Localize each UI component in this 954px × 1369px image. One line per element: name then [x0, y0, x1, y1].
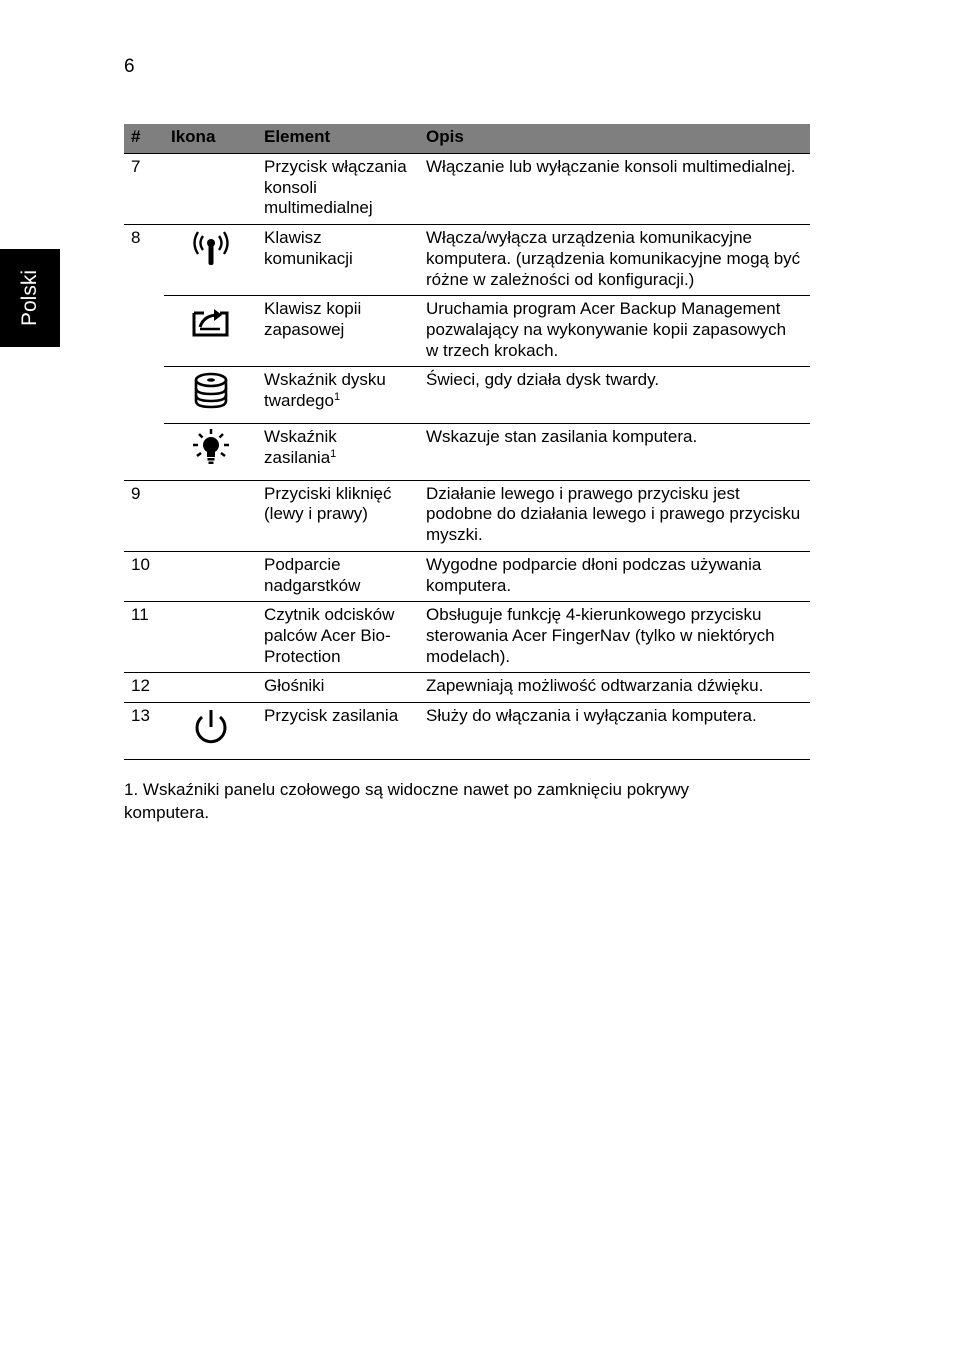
row-element: Przycisk zasilania	[257, 703, 419, 760]
table-row	[124, 154, 810, 225]
row-icon-cell	[164, 424, 257, 481]
row-icon-cell	[164, 154, 257, 225]
row-element: Przyciski kliknięć (lewy i prawy)	[257, 480, 419, 551]
row-icon-cell	[164, 703, 257, 760]
backup-icon	[190, 299, 232, 341]
footnote-marker: 1	[333, 391, 341, 404]
header-icon: Ikona	[164, 124, 257, 154]
row-number: 7	[124, 154, 164, 225]
row-element-text: Wskaźnik zasilania	[264, 427, 337, 467]
table-row	[124, 225, 810, 296]
table-row	[124, 551, 810, 601]
page-number: 6	[124, 56, 135, 77]
component-table	[124, 124, 810, 760]
row-number: 8	[124, 225, 164, 481]
table-header-row	[124, 124, 810, 154]
footnote-marker: 1	[330, 447, 337, 460]
row-icon-cell	[164, 480, 257, 551]
row-description: Włącza/wyłącza urządzenia komunikacyjne komputera. (urządzenia komunikacyjne mogą być różne w zależności od konfiguracji.)	[419, 225, 810, 296]
table-row	[124, 480, 810, 551]
row-element: Klawisz kopii zapasowej	[257, 296, 419, 367]
table-row	[124, 703, 810, 760]
table-row	[124, 673, 810, 703]
row-number: 11	[124, 602, 164, 673]
row-element: Klawisz komunikacji	[257, 225, 419, 296]
power-indicator-icon	[190, 427, 232, 469]
table-row	[124, 367, 810, 424]
row-number: 12	[124, 673, 164, 703]
row-description: Wskazuje stan zasilania komputera.	[419, 424, 810, 481]
row-icon-cell	[164, 602, 257, 673]
power-button-icon	[190, 706, 232, 748]
row-element-text: Wskaźnik dysku twardego	[264, 370, 386, 411]
row-description: Wygodne podparcie dłoni podczas używania komputera.	[419, 551, 810, 601]
row-element: Przycisk włączania konsoli multimedialnej	[257, 154, 419, 225]
row-icon-cell	[164, 296, 257, 367]
row-number: 10	[124, 551, 164, 601]
table-row	[124, 296, 810, 367]
table-row	[124, 602, 810, 673]
header-description: Opis	[419, 124, 810, 154]
language-tab-label: Polski	[18, 269, 41, 327]
row-description: Świeci, gdy działa dysk twardy.	[419, 367, 810, 424]
row-description: Zapewniają możliwość odtwarzania dźwięku.	[419, 673, 810, 703]
language-tab	[0, 249, 60, 347]
row-element	[257, 367, 419, 424]
row-description: Służy do włączania i wyłączania komputera.	[419, 703, 810, 760]
hdd-icon	[190, 370, 232, 412]
row-icon-cell	[164, 225, 257, 296]
row-description: Działanie lewego i prawego przycisku jest podobne do działania lewego i prawego przycisku myszki.	[419, 480, 810, 551]
wireless-icon	[190, 228, 232, 270]
row-element	[257, 424, 419, 481]
row-element: Czytnik odcisków palców Acer Bio-Protection	[257, 602, 419, 673]
row-description: Uruchamia program Acer Backup Management pozwalający na wykonywanie kopii zapasowych w trzech krokach.	[419, 296, 810, 367]
row-icon-cell	[164, 551, 257, 601]
row-icon-cell	[164, 673, 257, 703]
header-element: Element	[257, 124, 419, 154]
footnote: 1. Wskaźniki panelu czołowego są widoczne nawet po zamknięciu pokrywy komputera.	[124, 780, 690, 822]
row-element: Głośniki	[257, 673, 419, 703]
header-number: #	[124, 124, 164, 154]
row-icon-cell	[164, 367, 257, 424]
row-number: 9	[124, 480, 164, 551]
row-element: Podparcie nadgarstków	[257, 551, 419, 601]
table-row	[124, 424, 810, 481]
row-description: Włączanie lub wyłączanie konsoli multimedialnej.	[419, 154, 810, 225]
row-number: 13	[124, 703, 164, 760]
row-description: Obsługuje funkcję 4-kierunkowego przycisku sterowania Acer FingerNav (tylko w niektórych modelach).	[419, 602, 810, 673]
